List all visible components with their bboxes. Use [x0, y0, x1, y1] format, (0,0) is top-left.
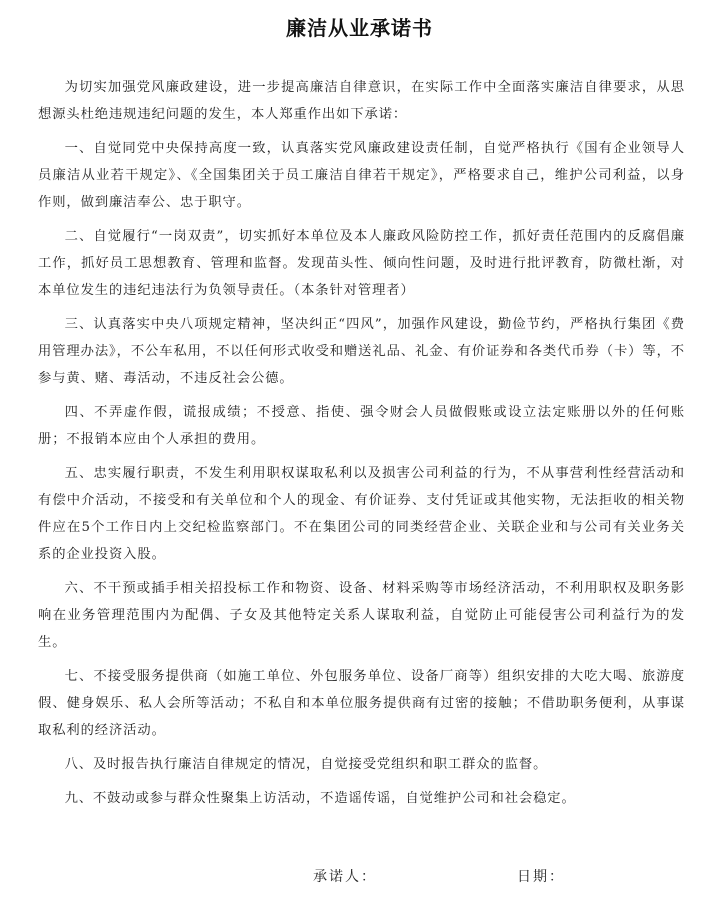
commitment-item-5: 五、忠实履行职责，不发生利用职权谋取私利以及损害公司利益的行为，不从事营利性经营活动和有偿中介活动，不接受和有关单位和个人的现金、有价证券、支付凭证或其他实物，无法拒收的相关物件应在5个工作日内上交纪检监察部门。不在集团公司的同类经营企业、关联企业和与公司有关业务关系的企业投资入股。: [38, 466, 685, 562]
document-body: [38, 74, 685, 819]
commitment-item-3: 三、认真落实中央八项规定精神，坚决纠正“四风”，加强作风建设，勤俭节约，严格执行集团《费用管理办法》，不公车私用，不以任何形式收受和赠送礼品、礼金、有价证券和各类代币券（卡）等，不参与黄、赌、毒活动，不违反社会公德。: [38, 317, 685, 386]
date-label: 日期：: [517, 869, 565, 885]
commitment-item-7: 七、不接受服务提供商（如施工单位、外包服务单位、设备厂商等）组织安排的大吃大喝、旅游度假、健身娱乐、私人会所等活动；不私自和本单位服务提供商有过密的接触；不借助职务便利，从事谋取私利的经济活动。: [38, 669, 685, 738]
promiser-label: 承诺人：: [313, 869, 377, 885]
signature-block: [0, 866, 719, 890]
commitment-item-6: 六、不干预或插手相关招投标工作和物资、设备、材料采购等市场经济活动，不利用职权及职务影响在业务管理范围内为配偶、子女及其他特定关系人谋取利益，自觉防止可能侵害公司利益行为的发生。: [38, 581, 685, 650]
commitment-item-9: 九、不鼓动或参与群众性聚集上访活动，不造谣传谣，自觉维护公司和社会稳定。: [64, 791, 576, 806]
document-title: 廉洁从业承诺书: [286, 16, 433, 40]
commitment-item-8: 八、及时报告执行廉洁自律规定的情况，自觉接受党组织和职工群众的监督。: [64, 757, 548, 772]
intro-paragraph: 为切实加强党风廉政建设，进一步提高廉洁自律意识，在实际工作中全面落实廉洁自律要求，从思想源头杜绝违规违纪问题的发生，本人郑重作出如下承诺：: [38, 80, 685, 122]
commitment-item-4: 四、不弄虚作假，谎报成绩；不授意、指使、强令财会人员做假账或设立法定账册以外的任何账册；不报销本应由个人承担的费用。: [38, 405, 685, 447]
commitment-item-1: 一、自觉同党中央保持高度一致，认真落实党风廉政建设责任制，自觉严格执行《国有企业领导人员廉洁从业若干规定》、《全国集团关于员工廉洁自律若干规定》，严格要求自己，维护公司利益，以身作则，做到廉洁奉公、忠于职守。: [38, 141, 685, 210]
commitment-item-2: 二、自觉履行“一岗双责”，切实抓好本单位及本人廉政风险防控工作，抓好责任范围内的反腐倡廉工作，抓好员工思想教育、管理和监督。发现苗头性、倾向性问题，及时进行批评教育，防微杜渐，对本单位发生的违纪违法行为负领导责任。（本条针对管理者）: [38, 229, 685, 298]
